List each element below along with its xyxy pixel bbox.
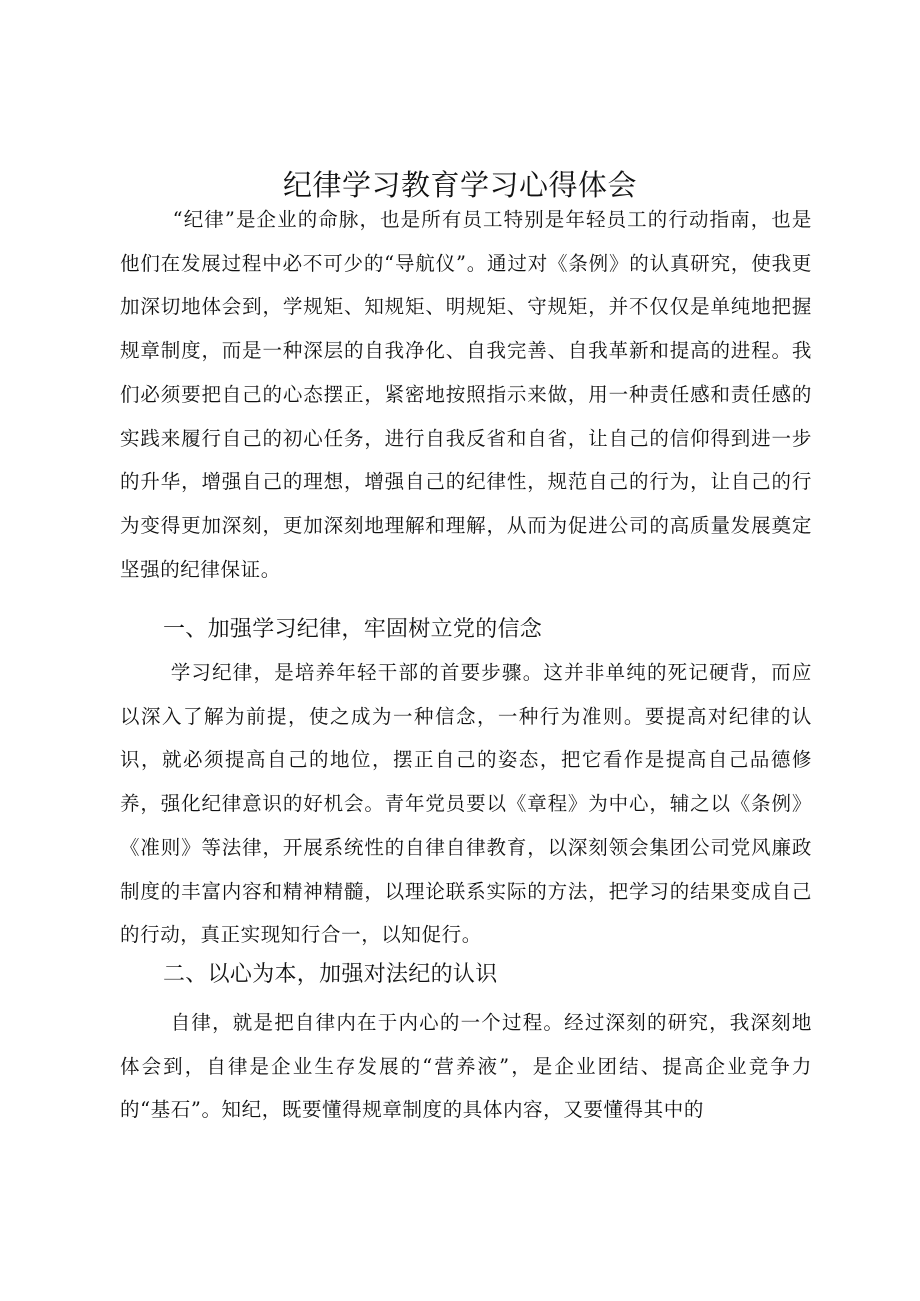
document-title: 纪律学习教育学习心得体会 bbox=[282, 168, 637, 202]
section-heading-2: 二、以心为本，加强对法纪的认识 bbox=[163, 962, 498, 987]
section-body-2: 自律，就是把自律内在于内心的一个过程。经过深刻的研究，我深刻地体会到，自律是企业生存发展的“营养液”，是企业团结、提高企业竞争力的“基石”。知纪，既要懂得规章制度的具体内容，又要懂得其中的 bbox=[120, 1011, 812, 1122]
section-heading-1: 一、加强学习纪律，牢固树立党的信念 bbox=[163, 617, 543, 642]
intro-paragraph: “纪律”是企业的命脉，也是所有员工特别是年轻员工的行动指南，也是他们在发展过程中必不可少的“导航仪”。通过对《条例》的认真研究，使我更加深切地体会到，学规矩、知规矩、明规矩、守规矩，并不仅仅是单纯地把握规章制度，而是一种深层的自我净化、自我完善、自我革新和提高的进程。我们必须要把自己的心态摆正，紧密地按照指示来做，用一种责任感和责任感的实践来履行自己的初心任务，进行自我反省和自省，让自己的信仰得到进一步的升华，增强自己的理想，增强自己的纪律性，规范自己的行为，让自己的行为变得更加深刻，更加深刻地理解和理解，从而为促进公司的高质量发展奠定坚强的纪律保证。 bbox=[120, 208, 812, 581]
section-body-1: 学习纪律，是培养年轻干部的首要步骤。这并非单纯的死记硬背，而应以深入了解为前提，使之成为一种信念，一种行为准则。要提高对纪律的认识，就必须提高自己的地位，摆正自己的姿态，把它看作是提高自己品德修养，强化纪律意识的好机会。青年党员要以《章程》为中心，辅之以《条例》《准则》等法律，开展系统性的自律自律教育，以深刻领会集团公司党风廉政制度的丰富内容和精神精髓，以理论联系实际的方法，把学习的结果变成自己的行动，真正实现知行合一，以知促行。 bbox=[120, 661, 812, 947]
